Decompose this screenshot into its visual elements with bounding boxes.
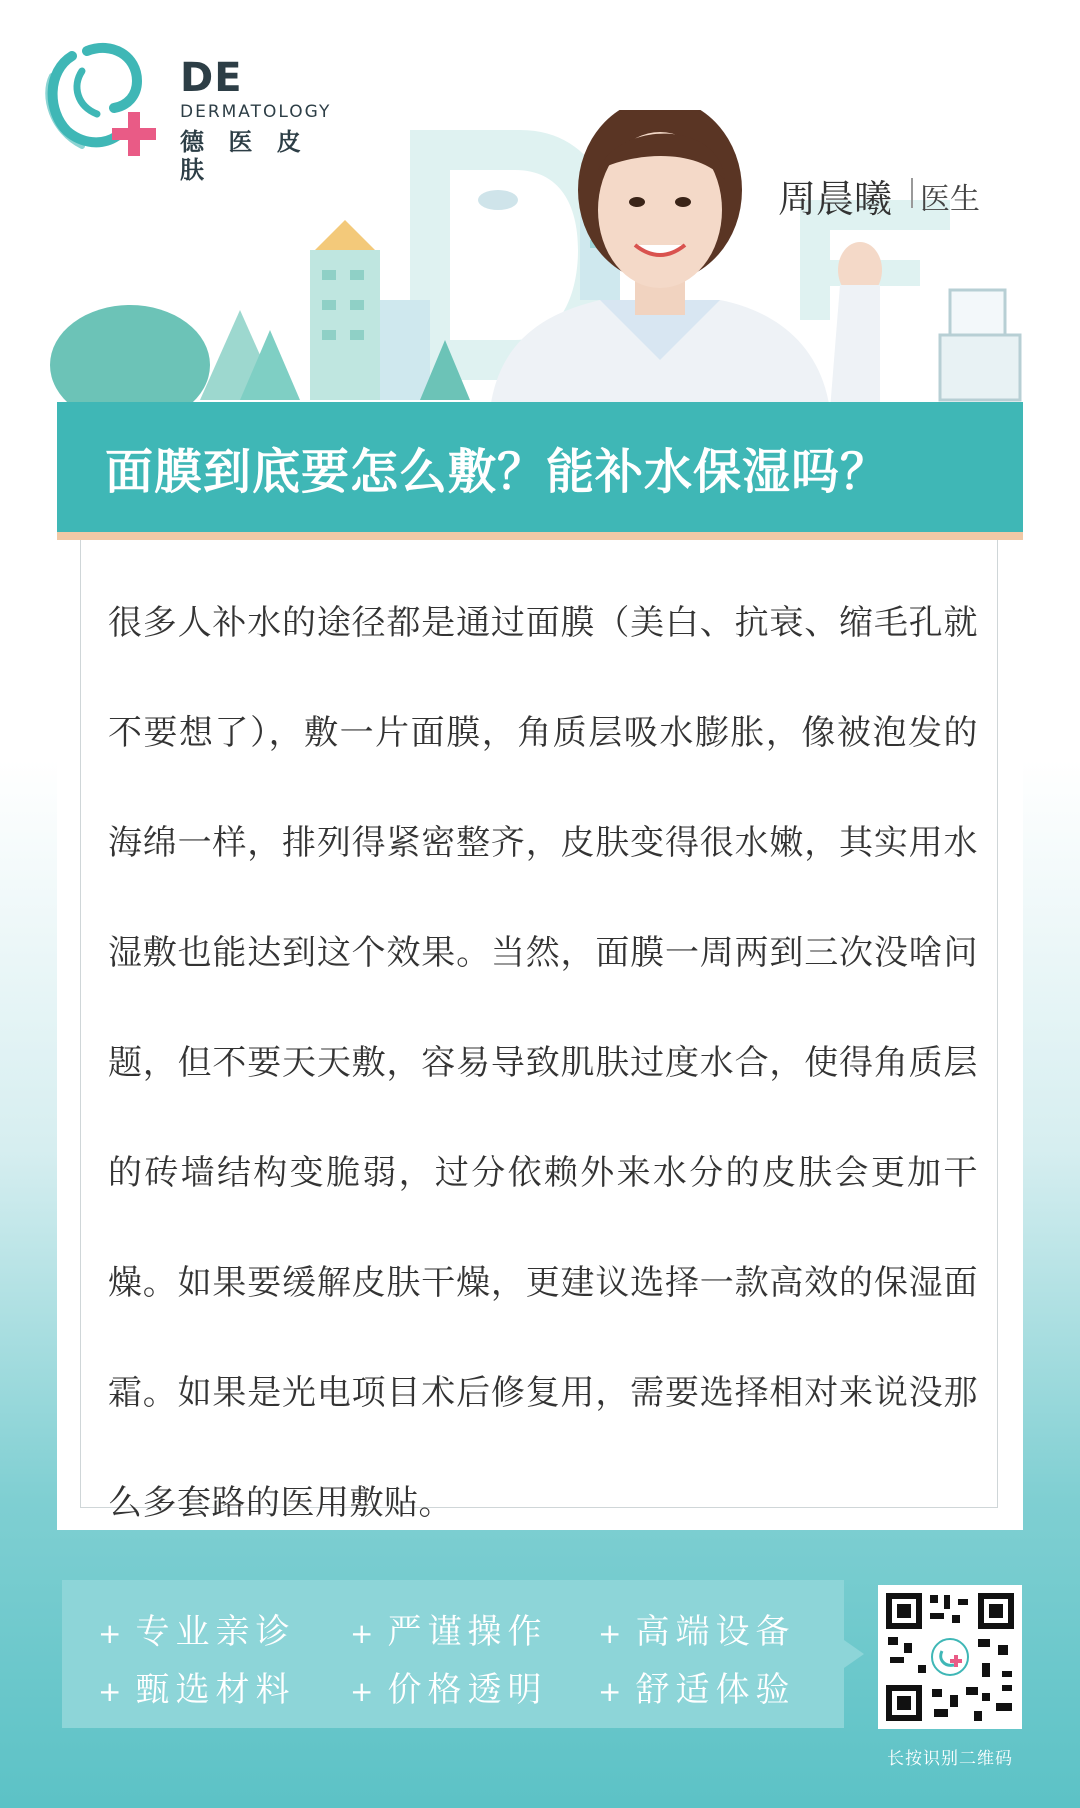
plus-icon: +	[350, 1675, 380, 1708]
feature-item	[350, 1604, 547, 1653]
feature-item	[98, 1604, 295, 1653]
brand-subtitle: DERMATOLOGY	[180, 102, 332, 122]
article-title: 面膜到底要怎么敷？能补水保湿吗？	[105, 443, 890, 500]
qr-caption: 长按识别二维码	[887, 1749, 1013, 1769]
plus-icon: +	[598, 1675, 628, 1708]
plus-icon: +	[98, 1675, 128, 1708]
feature-label: 严谨操作	[387, 1612, 548, 1652]
feature-label: 价格透明	[387, 1670, 548, 1710]
feature-label: 甄选材料	[135, 1670, 296, 1710]
brand-chinese-name: 德 医 皮 肤	[180, 128, 309, 184]
doctor-name: 周晨曦	[778, 177, 893, 221]
plus-icon: +	[598, 1617, 628, 1650]
header-illustration	[0, 110, 1080, 410]
qr-code-icon	[878, 1585, 1022, 1729]
title-banner	[57, 402, 1023, 540]
feature-item	[598, 1662, 795, 1711]
feature-label: 高端设备	[635, 1612, 796, 1652]
brand-name: DE	[180, 55, 243, 101]
feature-item	[350, 1662, 547, 1711]
feature-label: 专业亲诊	[135, 1612, 296, 1652]
feature-label: 舒适体验	[635, 1670, 796, 1710]
plus-icon: +	[350, 1617, 380, 1650]
qr-code[interactable]	[878, 1585, 1022, 1729]
feature-item	[598, 1604, 795, 1653]
doctor-title: 医生	[920, 182, 980, 217]
plus-icon: +	[98, 1617, 128, 1650]
features-arrow	[844, 1640, 864, 1668]
article-body: 很多人补水的途径都是通过面膜（美白、抗衰、缩毛孔就不要想了），敷一片面膜，角质层吸水膨胀，像被泡发的海绵一样，排列得紧密整齐，皮肤变得很水嫩，其实用水湿敷也能达到这个效果。当然，面膜一周两到三次没啥问题，但不要天天敷，容易导致肌肤过度水合，使得角质层的砖墙结构变脆弱，过分依赖外来水分的皮肤会更加干燥。如果要缓解皮肤干燥，更建议选择一款高效的保湿面霜。如果是光电项目术后修复用，需要选择相对来说没那么多套路的医用敷贴。	[108, 603, 978, 1523]
feature-item	[98, 1662, 295, 1711]
doctor-separator	[911, 178, 913, 208]
